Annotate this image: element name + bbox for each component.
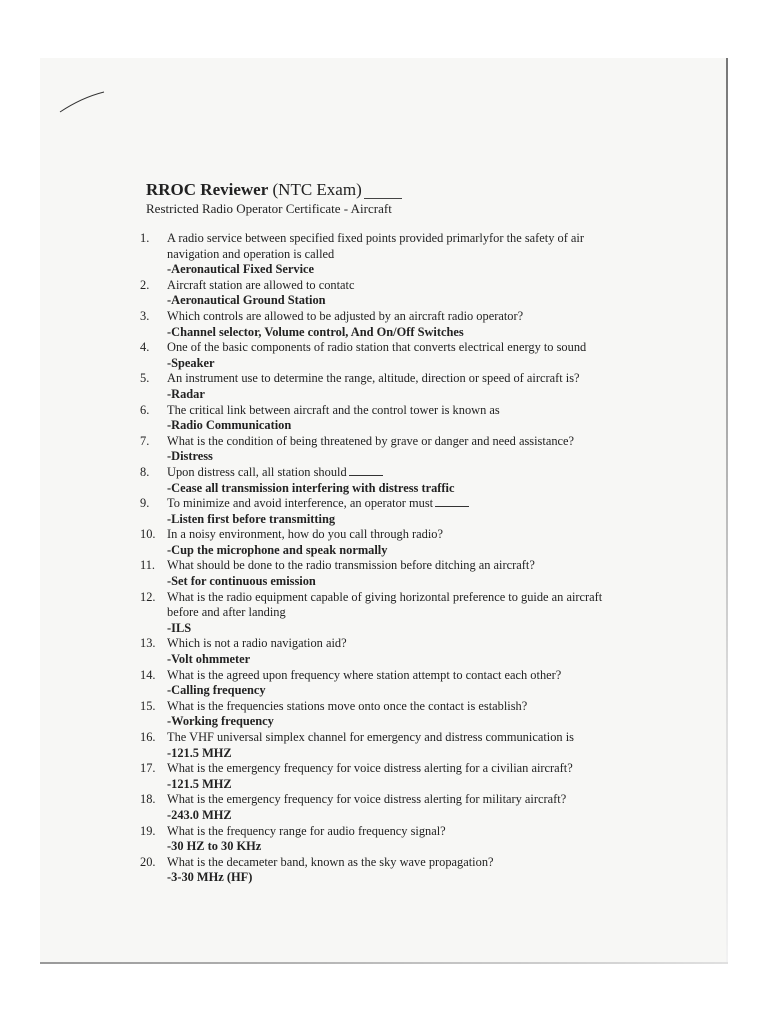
question-number: 8. bbox=[140, 464, 150, 479]
question-number: 13. bbox=[140, 636, 156, 651]
question-text: What is the radio equipment capable of giving horizontal preference to guide an aircraft before and after landing bbox=[167, 589, 603, 620]
question-text: A radio service between specified fixed points provided primarlyfor the safety of air navigation and operation is called bbox=[167, 231, 585, 261]
question-answer: -Calling frequency bbox=[167, 683, 266, 698]
pen-stroke-mark bbox=[58, 80, 108, 116]
question-item bbox=[140, 699, 630, 730]
question-answer: -243.0 MHZ bbox=[167, 807, 232, 822]
question-text: What is the decameter band, known as the sky wave propagation? bbox=[167, 854, 494, 869]
question-item bbox=[140, 730, 630, 761]
question-number: 2. bbox=[140, 277, 150, 292]
question-number: 17. bbox=[140, 761, 156, 776]
question-number: 6. bbox=[140, 402, 150, 417]
question-item bbox=[140, 668, 630, 699]
question-list bbox=[140, 231, 630, 886]
question-text: What is the frequencies stations move onto once the contact is establish? bbox=[167, 698, 528, 713]
question-item bbox=[140, 371, 630, 402]
question-item bbox=[140, 590, 630, 637]
question-text: One of the basic components of radio station that converts electrical energy to sound bbox=[167, 340, 587, 355]
question-number: 7. bbox=[140, 433, 150, 448]
question-number: 11. bbox=[140, 558, 156, 573]
question-number: 4. bbox=[140, 340, 150, 355]
question-item bbox=[140, 527, 630, 558]
answer-blank bbox=[435, 496, 469, 507]
question-answer: -121.5 MHZ bbox=[167, 745, 232, 760]
question-item bbox=[140, 403, 630, 434]
question-text: The VHF universal simplex channel for emergency and distress communication is bbox=[167, 730, 574, 744]
question-answer: -30 HZ to 30 KHz bbox=[167, 839, 262, 854]
question-text: Which is not a radio navigation aid? bbox=[167, 636, 347, 651]
question-answer: -Cease all transmission interfering with distress traffic bbox=[167, 480, 455, 495]
document-subtitle: Restricted Radio Operator Certificate - Aircraft bbox=[146, 201, 392, 216]
question-number: 3. bbox=[140, 308, 150, 323]
question-number: 5. bbox=[140, 371, 150, 386]
question-text: The critical link between aircraft and the control tower is known as bbox=[167, 402, 500, 417]
question-number: 15. bbox=[140, 698, 156, 713]
question-item bbox=[140, 434, 630, 465]
document-title bbox=[146, 180, 362, 200]
question-text: What should be done to the radio transmission before ditching an aircraft? bbox=[167, 558, 535, 573]
question-text: Aircraft station are allowed to contatc bbox=[167, 277, 355, 292]
question-item bbox=[140, 309, 630, 340]
question-text: To minimize and avoid interference, an operator must bbox=[167, 496, 434, 511]
question-answer: -121.5 MHZ bbox=[167, 776, 232, 791]
question-answer: -Working frequency bbox=[167, 714, 274, 729]
question-number: 18. bbox=[140, 792, 156, 807]
question-answer: -Aeronautical Fixed Service bbox=[167, 262, 315, 277]
title-rest: (NTC Exam) bbox=[268, 180, 362, 199]
question-item bbox=[140, 231, 630, 278]
answer-blank bbox=[349, 465, 383, 476]
question-text: What is the emergency frequency for voice distress alerting for military aircraft? bbox=[167, 792, 567, 807]
page-bottom-edge bbox=[40, 962, 728, 964]
question-item bbox=[140, 340, 630, 371]
question-item bbox=[140, 792, 630, 823]
question-number: 1. bbox=[140, 231, 150, 245]
question-text: An instrument use to determine the range, altitude, direction or speed of aircraft is? bbox=[167, 371, 580, 386]
title-underline bbox=[364, 198, 402, 199]
question-number: 16. bbox=[140, 730, 156, 744]
question-text: What is the agreed upon frequency where station attempt to contact each other? bbox=[167, 667, 562, 682]
question-item bbox=[140, 278, 630, 309]
question-number: 12. bbox=[140, 589, 156, 604]
question-answer: -Volt ohmmeter bbox=[167, 652, 251, 667]
question-text: What is the frequency range for audio frequency signal? bbox=[167, 823, 446, 838]
question-item bbox=[140, 855, 630, 886]
question-answer: -ILS bbox=[167, 620, 192, 635]
question-item bbox=[140, 558, 630, 589]
question-number: 14. bbox=[140, 667, 156, 682]
title-bold: RROC Reviewer bbox=[146, 180, 269, 199]
question-answer: -Channel selector, Volume control, And On/Off Switches bbox=[167, 324, 464, 339]
question-number: 19. bbox=[140, 823, 156, 838]
question-text: Upon distress call, all station should bbox=[167, 464, 347, 479]
question-item bbox=[140, 824, 630, 855]
question-answer: -Cup the microphone and speak normally bbox=[167, 542, 388, 557]
question-answer: -Aeronautical Ground Station bbox=[167, 293, 326, 308]
question-item bbox=[140, 636, 630, 667]
question-answer: -Radio Communication bbox=[167, 418, 292, 433]
question-item bbox=[140, 465, 630, 496]
question-answer: -Distress bbox=[167, 449, 213, 464]
question-item bbox=[140, 761, 630, 792]
question-number: 10. bbox=[140, 527, 156, 542]
question-answer: -Listen first before transmitting bbox=[167, 511, 336, 526]
question-number: 20. bbox=[140, 854, 156, 869]
question-text: What is the emergency frequency for voice distress alerting for a civilian aircraft? bbox=[167, 761, 573, 776]
question-number: 9. bbox=[140, 496, 150, 511]
question-text: Which controls are allowed to be adjusted by an aircraft radio operator? bbox=[167, 308, 524, 323]
question-answer: -Set for continuous emission bbox=[167, 574, 316, 589]
question-text: What is the condition of being threatened by grave or danger and need assistance? bbox=[167, 433, 575, 448]
question-text: In a noisy environment, how do you call through radio? bbox=[167, 527, 443, 542]
question-answer: -3-30 MHz (HF) bbox=[167, 870, 253, 885]
question-item bbox=[140, 496, 630, 527]
question-answer: -Radar bbox=[167, 386, 205, 401]
page-edge-shadow bbox=[726, 58, 728, 964]
question-answer: -Speaker bbox=[167, 355, 215, 370]
